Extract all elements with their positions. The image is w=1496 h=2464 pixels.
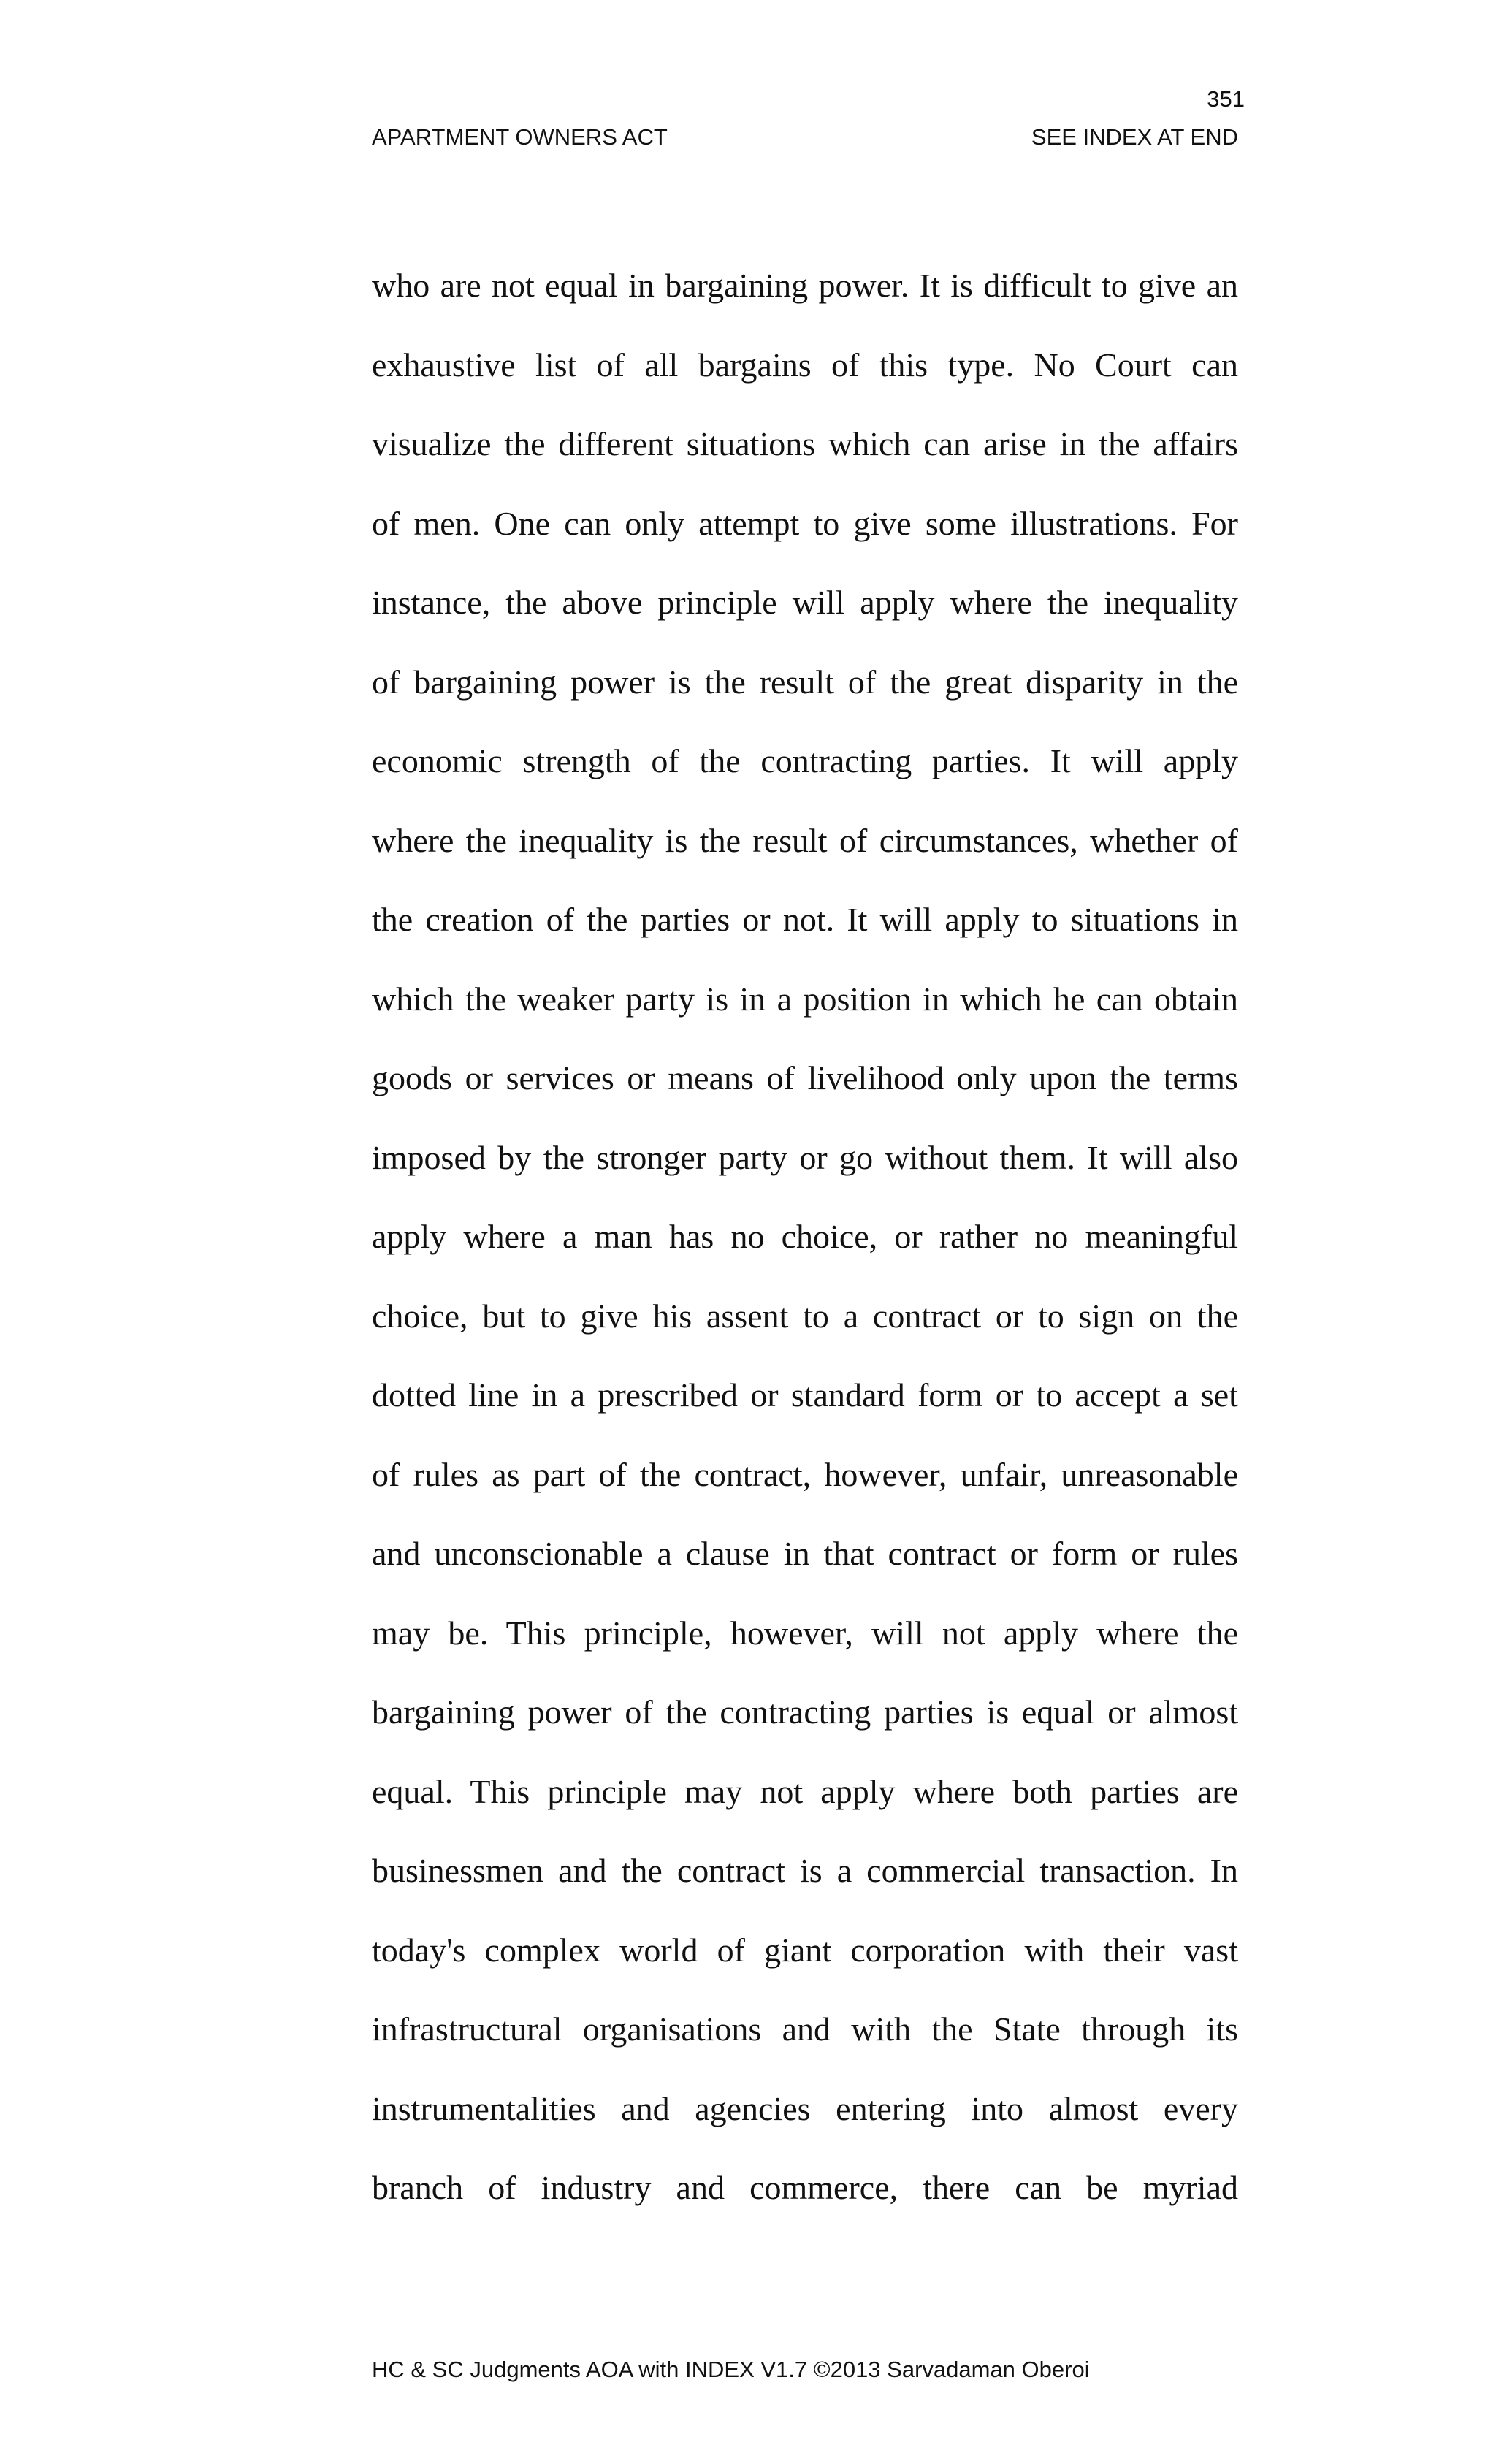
body-text bbox=[372, 262, 1238, 2243]
page-footer: HC & SC Judgments AOA with INDEX V1.7 ©2013 Sarvadaman Oberoi bbox=[372, 2357, 1090, 2382]
text-line: the creation of the parties or not. It will apply to situations in bbox=[372, 901, 1238, 938]
text-line: which the weaker party is in a position in which he can obtain bbox=[372, 980, 1238, 1018]
text-line: bargaining power of the contracting parties is equal or almost bbox=[372, 1693, 1238, 1731]
text-line: instance, the above principle will apply where the inequality bbox=[372, 584, 1238, 621]
text-line: infrastructural organisations and with the State through its bbox=[372, 2010, 1238, 2048]
text-line: who are not equal in bargaining power. It is difficult to give an bbox=[372, 267, 1238, 304]
text-line: today's complex world of giant corporation with their vast bbox=[372, 1931, 1238, 1969]
text-line: visualize the different situations which can arise in the affairs bbox=[372, 425, 1238, 462]
text-line: branch of industry and commerce, there can be myriad bbox=[372, 2169, 1238, 2206]
text-line: may be. This principle, however, will not apply where the bbox=[372, 1614, 1238, 1652]
header-right-title: SEE INDEX AT END bbox=[1031, 124, 1238, 150]
page-number: 351 bbox=[1207, 86, 1245, 112]
text-line: dotted line in a prescribed or standard form or to accept a set bbox=[372, 1376, 1238, 1414]
text-line: apply where a man has no choice, or rather no meaningful bbox=[372, 1218, 1238, 1255]
text-line: of men. One can only attempt to give some illustrations. For bbox=[372, 504, 1238, 542]
text-line: and unconscionable a clause in that contract or form or rules bbox=[372, 1535, 1238, 1572]
running-header bbox=[372, 126, 1238, 148]
header-left-title: APARTMENT OWNERS ACT bbox=[372, 124, 668, 150]
text-line: imposed by the stronger party or go without them. It will also bbox=[372, 1138, 1238, 1176]
text-line: economic strength of the contracting parties. It will apply bbox=[372, 742, 1238, 779]
text-line: equal. This principle may not apply where both parties are bbox=[372, 1772, 1238, 1810]
text-line: goods or services or means of livelihood only upon the terms bbox=[372, 1059, 1238, 1096]
text-line: instrumentalities and agencies entering into almost every bbox=[372, 2089, 1238, 2127]
text-line: exhaustive list of all bargains of this type. No Court can bbox=[372, 346, 1238, 384]
text-line: choice, but to give his assent to a contract or to sign on the bbox=[372, 1297, 1238, 1335]
text-line: of rules as part of the contract, however, unfair, unreasonable bbox=[372, 1455, 1238, 1493]
text-line: of bargaining power is the result of the great disparity in the bbox=[372, 663, 1238, 701]
text-line: businessmen and the contract is a commercial transaction. In bbox=[372, 1852, 1238, 1889]
text-line: where the inequality is the result of circumstances, whether of bbox=[372, 821, 1238, 859]
